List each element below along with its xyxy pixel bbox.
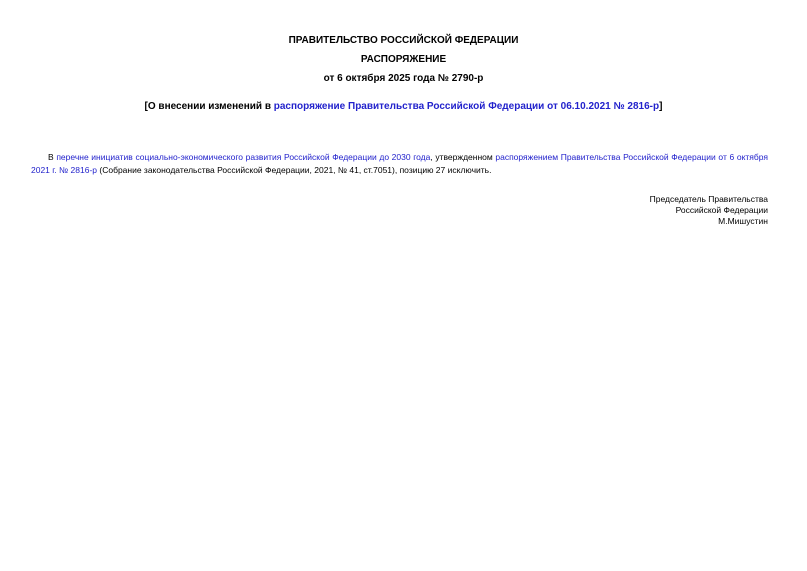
body-text-segment: В bbox=[48, 151, 57, 162]
subject-prefix: [О внесении изменений в bbox=[144, 101, 274, 112]
signature-position-line: Российской Федерации bbox=[675, 205, 768, 215]
document-date-number: от 6 октября 2025 года № 2790-р bbox=[323, 73, 484, 84]
subject-decree-link[interactable]: распоряжение Правительства Российской Федерации от 06.10.2021 № 2816-р bbox=[273, 101, 660, 112]
subject-line bbox=[0, 101, 807, 113]
signature-block bbox=[650, 194, 768, 227]
document-type-title: РАСПОРЯЖЕНИЕ bbox=[360, 54, 447, 65]
org-title: ПРАВИТЕЛЬСТВО РОССИЙСКОЙ ФЕДЕРАЦИИ bbox=[288, 35, 519, 46]
body-text-segment: , утвержденном bbox=[430, 151, 496, 162]
initiatives-list-link[interactable]: перечне инициатив социально-экономического развития Российской Федерации до 2030 года bbox=[56, 151, 431, 162]
subject-suffix: ] bbox=[659, 101, 663, 112]
signature-name: М.Мишустин bbox=[718, 216, 768, 226]
body-paragraph bbox=[31, 151, 768, 177]
decree-2816-link[interactable]: распоряжением Правительства Российской Федерации от 6 октября 2021 г. № 2816-р bbox=[31, 151, 769, 175]
signature-position-line: Председатель Правительства bbox=[649, 194, 768, 204]
body-text-segment: (Собрание законодательства Российской Федерации, 2021, № 41, ст.7051), позицию 27 исключить. bbox=[97, 164, 492, 175]
